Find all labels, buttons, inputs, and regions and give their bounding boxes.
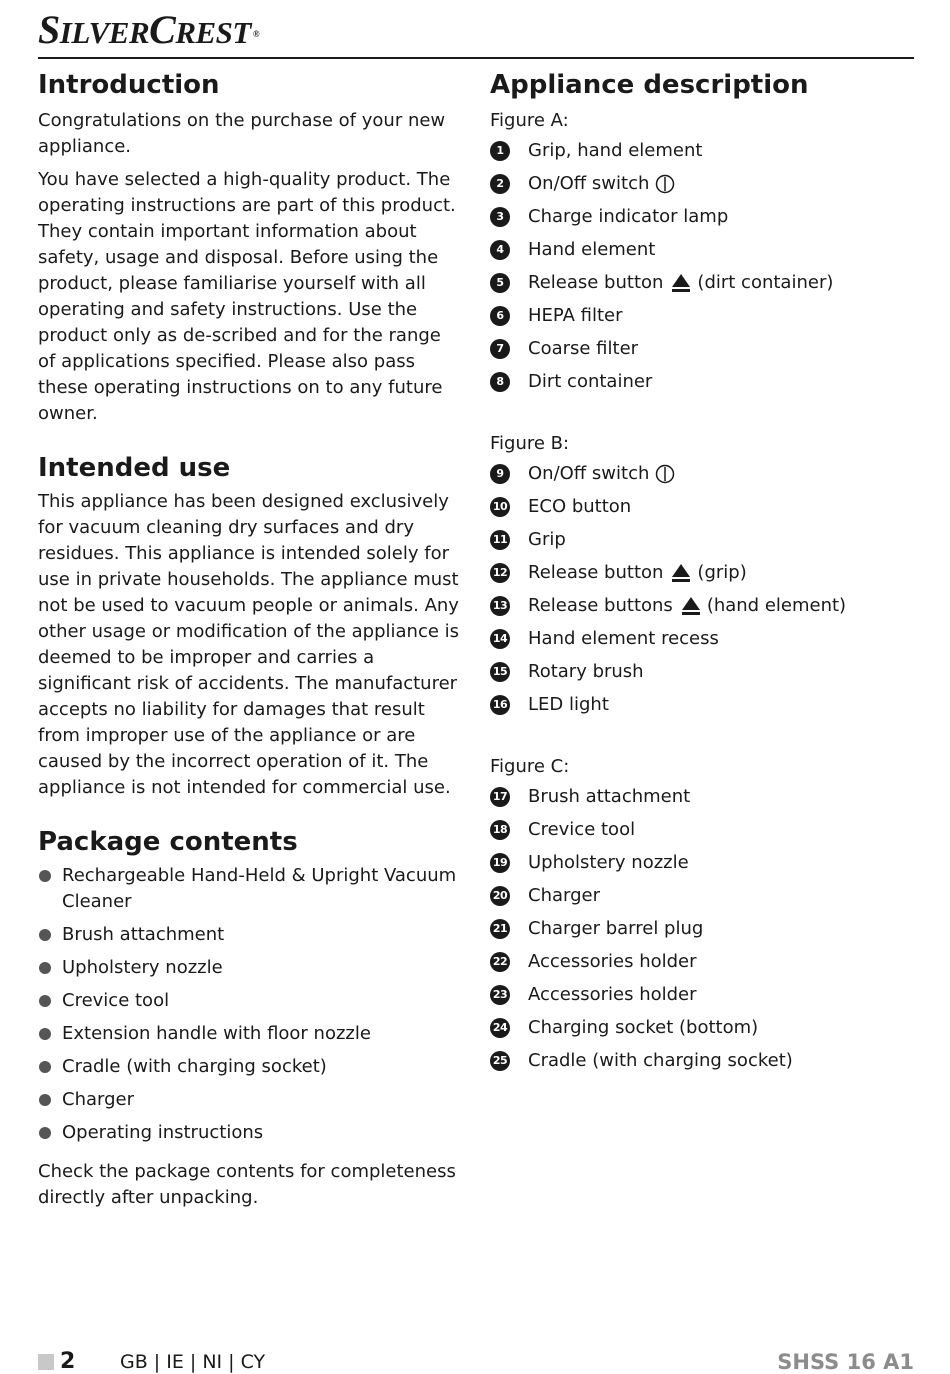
part-number-badge: 6 bbox=[490, 306, 510, 326]
left-column bbox=[38, 68, 463, 1211]
part-label: Dirt container bbox=[528, 371, 653, 392]
intended-use-heading: Intended use bbox=[38, 453, 231, 483]
part-item bbox=[490, 659, 920, 685]
part-item bbox=[490, 692, 920, 718]
part-item bbox=[490, 461, 920, 487]
part-label: Release button bbox=[528, 272, 664, 293]
logo-initial-c: C bbox=[149, 7, 176, 52]
part-number-badge: 4 bbox=[490, 240, 510, 260]
logo-initial-s: S bbox=[38, 7, 60, 52]
intended-use-paragraph: This appliance has been designed exclusively for vacuum cleaning dry surfaces and dry residues. This appliance is intended solely for use in private households. The appliance must not be used to vacuum people or animals. Any other usage or modification of the appliance is deemed to be improper and carries a significant risk of accidents. The manufacturer accepts no liability for damages that result from improper use of the appliance or are caused by the incorrect operation of it. The appliance is not intended for commercial use. bbox=[38, 491, 460, 798]
part-number-badge: 17 bbox=[490, 787, 510, 807]
part-number-badge: 13 bbox=[490, 596, 510, 616]
part-item bbox=[490, 1015, 920, 1041]
appliance-description-heading: Appliance description bbox=[490, 70, 809, 100]
part-number-badge: 11 bbox=[490, 530, 510, 550]
part-number-badge: 15 bbox=[490, 662, 510, 682]
part-number-badge: 25 bbox=[490, 1051, 510, 1071]
part-item bbox=[490, 850, 920, 876]
part-number-badge: 10 bbox=[490, 497, 510, 517]
part-label: Rotary brush bbox=[528, 661, 644, 682]
bullet-icon bbox=[39, 1127, 51, 1139]
part-label: Cradle (with charging socket) bbox=[528, 1050, 793, 1071]
part-label: Upholstery nozzle bbox=[528, 852, 689, 873]
list-item: Crevice tool bbox=[38, 988, 463, 1014]
part-item bbox=[490, 494, 920, 520]
part-item bbox=[490, 527, 920, 553]
part-number-badge: 18 bbox=[490, 820, 510, 840]
part-number-badge: 23 bbox=[490, 985, 510, 1005]
bullet-icon bbox=[39, 870, 51, 882]
part-item bbox=[490, 916, 920, 942]
figure-c-parts-list bbox=[490, 784, 920, 1074]
bullet-icon bbox=[39, 1028, 51, 1040]
part-number-badge: 3 bbox=[490, 207, 510, 227]
power-icon bbox=[655, 464, 675, 484]
part-item bbox=[490, 270, 920, 296]
bullet-icon bbox=[39, 1094, 51, 1106]
part-label: Hand element recess bbox=[528, 628, 719, 649]
brand-logo bbox=[38, 6, 259, 53]
part-label: Coarse filter bbox=[528, 338, 639, 359]
part-label: Brush attachment bbox=[528, 786, 691, 807]
page-footer bbox=[38, 1348, 914, 1374]
part-label: ECO button bbox=[528, 496, 632, 517]
power-icon bbox=[655, 174, 675, 194]
part-label: Release button bbox=[528, 562, 664, 583]
part-suffix: (dirt container) bbox=[697, 272, 834, 293]
part-label: Charge indicator lamp bbox=[528, 206, 729, 227]
introduction-heading: Introduction bbox=[38, 70, 220, 100]
part-label: On/Off switch bbox=[528, 463, 650, 484]
part-label: LED light bbox=[528, 694, 609, 715]
part-label: Hand element bbox=[528, 239, 656, 260]
list-item: Upholstery nozzle bbox=[38, 955, 463, 981]
part-item bbox=[490, 171, 920, 197]
part-number-badge: 9 bbox=[490, 464, 510, 484]
part-label: Grip bbox=[528, 529, 566, 550]
right-column bbox=[490, 68, 920, 1081]
logo-part2: REST bbox=[175, 15, 251, 50]
list-item: Extension handle with floor nozzle bbox=[38, 1021, 463, 1047]
part-item bbox=[490, 949, 920, 975]
part-label: Release buttons bbox=[528, 595, 673, 616]
footer-square-icon bbox=[38, 1354, 54, 1370]
package-contents-note: Check the package contents for completeness directly after unpacking. bbox=[38, 1161, 456, 1208]
part-number-badge: 1 bbox=[490, 141, 510, 161]
part-number-badge: 20 bbox=[490, 886, 510, 906]
part-label: On/Off switch bbox=[528, 173, 650, 194]
list-item: Operating instructions bbox=[38, 1120, 463, 1146]
figure-b-label: Figure B: bbox=[490, 433, 570, 454]
bullet-icon bbox=[39, 962, 51, 974]
part-number-badge: 8 bbox=[490, 372, 510, 392]
part-number-badge: 5 bbox=[490, 273, 510, 293]
part-item bbox=[490, 593, 920, 619]
introduction-paragraph-1: Congratulations on the purchase of your new appliance. bbox=[38, 110, 446, 157]
part-item bbox=[490, 560, 920, 586]
part-item bbox=[490, 303, 920, 329]
list-item: Rechargeable Hand-Held & Upright Vacuum Cleaner bbox=[38, 863, 463, 915]
page-number: 2 bbox=[60, 1349, 76, 1374]
logo-part1: ILVER bbox=[59, 15, 150, 50]
eject-icon bbox=[681, 596, 701, 616]
figure-c-label: Figure C: bbox=[490, 756, 570, 777]
part-item bbox=[490, 237, 920, 263]
figure-a-parts-list bbox=[490, 138, 920, 395]
figure-a-label: Figure A: bbox=[490, 110, 569, 131]
part-suffix: (grip) bbox=[697, 562, 747, 583]
part-number-badge: 22 bbox=[490, 952, 510, 972]
part-label: Accessories holder bbox=[528, 984, 697, 1005]
eject-icon bbox=[671, 273, 691, 293]
figure-b-parts-list bbox=[490, 461, 920, 718]
part-label: Charger barrel plug bbox=[528, 918, 704, 939]
package-contents-list bbox=[38, 863, 463, 1146]
part-number-badge: 2 bbox=[490, 174, 510, 194]
header-rule bbox=[38, 57, 914, 59]
introduction-paragraph-2: You have selected a high-quality product. The operating instructions are part of this product. They contain important information about safety, usage and disposal. Before using the product, please familiarise yourself with all operating and safety instructions. Use the product only as de-scribed and for the range of applications specified. Please also pass these operating instructions on to any future owner. bbox=[38, 169, 456, 424]
part-number-badge: 19 bbox=[490, 853, 510, 873]
part-number-badge: 16 bbox=[490, 695, 510, 715]
part-label: Crevice tool bbox=[528, 819, 636, 840]
bullet-icon bbox=[39, 1061, 51, 1073]
logo-registered-mark: ® bbox=[252, 28, 260, 39]
part-item bbox=[490, 138, 920, 164]
part-label: Charger bbox=[528, 885, 600, 906]
part-label: Accessories holder bbox=[528, 951, 697, 972]
bullet-icon bbox=[39, 929, 51, 941]
part-label: Charging socket (bottom) bbox=[528, 1017, 759, 1038]
model-number: SHSS 16 A1 bbox=[777, 1350, 914, 1374]
list-item: Brush attachment bbox=[38, 922, 463, 948]
list-item: Charger bbox=[38, 1087, 463, 1113]
part-item bbox=[490, 982, 920, 1008]
part-label: Grip, hand element bbox=[528, 140, 703, 161]
list-item: Cradle (with charging socket) bbox=[38, 1054, 463, 1080]
part-label: HEPA filter bbox=[528, 305, 623, 326]
part-item bbox=[490, 204, 920, 230]
part-item bbox=[490, 817, 920, 843]
part-item bbox=[490, 784, 920, 810]
part-number-badge: 21 bbox=[490, 919, 510, 939]
part-suffix: (hand element) bbox=[706, 595, 847, 616]
part-number-badge: 24 bbox=[490, 1018, 510, 1038]
part-item bbox=[490, 336, 920, 362]
part-number-badge: 12 bbox=[490, 563, 510, 583]
part-item bbox=[490, 883, 920, 909]
package-contents-heading: Package contents bbox=[38, 827, 298, 857]
part-item bbox=[490, 1048, 920, 1074]
part-item bbox=[490, 626, 920, 652]
part-number-badge: 7 bbox=[490, 339, 510, 359]
part-number-badge: 14 bbox=[490, 629, 510, 649]
bullet-icon bbox=[39, 995, 51, 1007]
eject-icon bbox=[671, 563, 691, 583]
part-item bbox=[490, 369, 920, 395]
country-codes: GB | IE | NI | CY bbox=[120, 1351, 266, 1373]
